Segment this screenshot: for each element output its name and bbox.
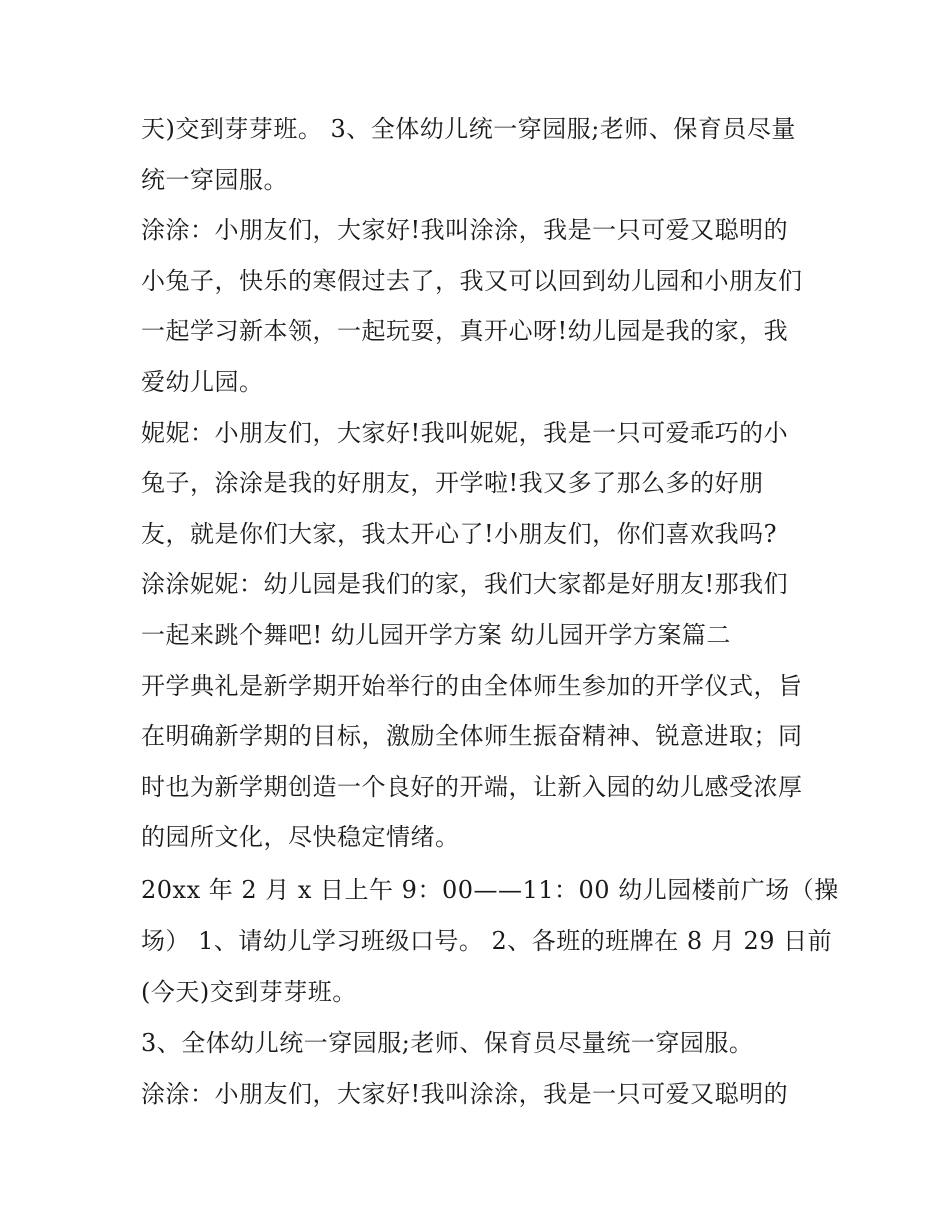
text-line: 涂涂：小朋友们，大家好!我叫涂涂，我是一只可爱又聪明的	[141, 1080, 789, 1108]
text-line: 3、全体幼儿统一穿园服;老师、保育员尽量统一穿园服。	[141, 1029, 754, 1057]
text-line: 妮妮：小朋友们，大家好!我叫妮妮，我是一只可爱乖巧的小	[141, 419, 789, 447]
text-line: 一起来跳个舞吧! 幼儿园开学方案 幼儿园开学方案篇二	[141, 621, 731, 649]
text-line: 在明确新学期的目标，激励全体师生振奋精神、锐意进取；同	[141, 722, 803, 750]
text-line: 天)交到芽芽班。 3、全体幼儿统一穿园服;老师、保育员尽量	[141, 115, 796, 143]
text-line: 的园所文化，尽快稳定情绪。	[141, 823, 460, 851]
text-line: 兔子，涂涂是我的好朋友，开学啦!我又多了那么多的好朋	[141, 469, 764, 497]
text-line: 爱幼儿园。	[141, 368, 264, 396]
text-line: 涂涂：小朋友们，大家好!我叫涂涂，我是一只可爱又聪明的	[141, 216, 789, 244]
text-line: 时也为新学期创造一个良好的开端，让新入园的幼儿感受浓厚	[141, 773, 803, 801]
text-line: 小兔子，快乐的寒假过去了，我又可以回到幼儿园和小朋友们	[141, 267, 803, 295]
text-line: (今天)交到芽芽班。	[141, 978, 357, 1006]
text-line: 一起学习新本领，一起玩耍，真开心呀!幼儿园是我的家，我	[141, 317, 789, 345]
text-line: 开学典礼是新学期开始举行的由全体师生参加的开学仪式，旨	[141, 672, 803, 700]
text-line: 友，就是你们大家，我太开心了!小朋友们，你们喜欢我吗?	[141, 520, 778, 548]
text-line: 统一穿园服。	[141, 166, 288, 194]
text-line: 20xx 年 2 月 x 日上午 9：00——11：00 幼儿园楼前广场（操	[141, 876, 839, 904]
text-line: 场） 1、请幼儿学习班级口号。 2、各班的班牌在 8 月 29 日前	[141, 927, 833, 955]
text-line: 涂涂妮妮：幼儿园是我们的家，我们大家都是好朋友!那我们	[141, 570, 789, 598]
